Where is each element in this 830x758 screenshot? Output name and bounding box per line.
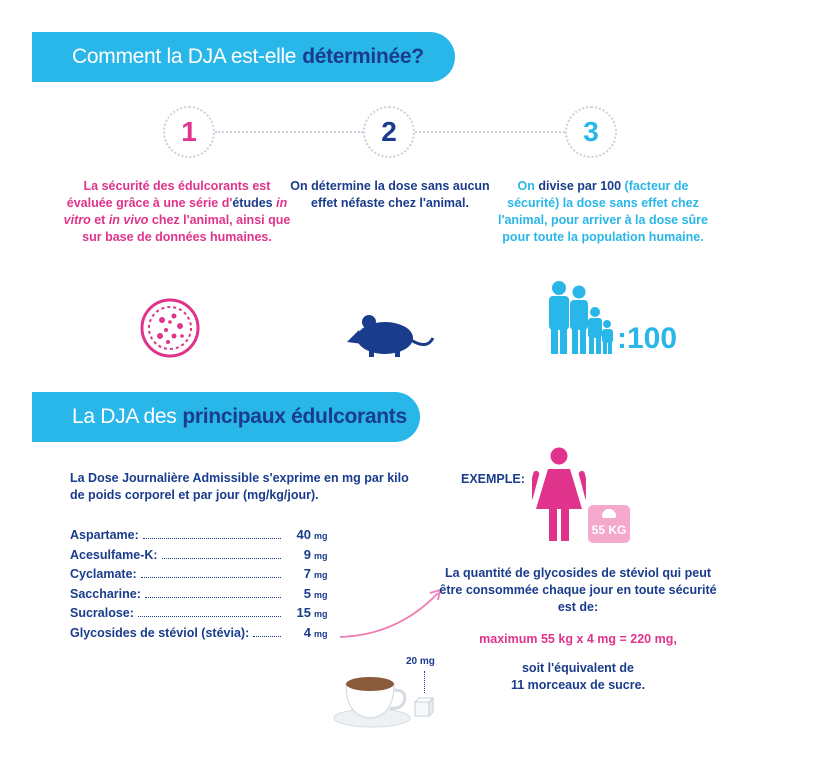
- scale-icon: [588, 505, 630, 543]
- step1-text-italic: in vitro: [63, 196, 288, 227]
- sweetener-unit: mg: [314, 570, 328, 580]
- result-text-part: soit l'équivalent de: [521, 661, 635, 675]
- adi-intro-text: La Dose Journalière Admissible s'exprime en mg par kilo de poids corporel et par jour (mg/kg/jour).: [70, 471, 409, 502]
- divide-by-100-label: :100: [617, 322, 678, 355]
- leader-dots: [138, 616, 281, 617]
- sweetener-name: Aspartame:: [70, 528, 139, 542]
- sweetener-name: Sucralose:: [70, 606, 134, 620]
- step2-text-highlight: dose sans aucun effet néfaste: [311, 179, 490, 210]
- step-number-3: 3: [565, 106, 617, 158]
- banner-title-part1: Comment la DJA est-elle: [72, 45, 297, 68]
- leader-dots: [143, 538, 281, 539]
- step2-text-part: chez l'animal.: [384, 196, 469, 210]
- result-text-part: .: [641, 678, 646, 692]
- result-text-1: [438, 565, 718, 616]
- sweetener-name: Acesulfame-K:: [70, 547, 158, 562]
- result-text-part: La quantité de glycosides de stéviol qui peut être: [439, 566, 712, 597]
- step1-text: [62, 178, 292, 246]
- step2-text: [290, 178, 490, 212]
- step1-text-italic: in vivo: [108, 213, 149, 227]
- sweetener-row: [70, 566, 332, 586]
- sweetener-name: Glycosides de stéviol (stévia):: [70, 625, 250, 640]
- section-banner-adi: [32, 392, 420, 442]
- result-text-highlight: consommée chaque jour en toute sécurité: [465, 583, 717, 597]
- leader-dots: [253, 636, 281, 637]
- result-text-part: maximum: [479, 632, 541, 646]
- cube-pointer-line: [424, 671, 425, 693]
- sweetener-value: 7: [303, 566, 311, 581]
- sweetener-unit: mg: [314, 628, 328, 639]
- step-connector: [415, 131, 565, 133]
- sweetener-list: [70, 527, 332, 644]
- sweetener-value: 4: [303, 624, 311, 640]
- banner-title-highlight: déterminée?: [302, 45, 424, 68]
- banner-title-part1: La DJA des: [72, 405, 177, 428]
- step1-text-part: La sécurité des édulcorants est évaluée grâce à une série d': [66, 179, 271, 210]
- step1-text-part: et: [90, 213, 109, 227]
- result-text-highlight: 11 morceaux de sucre: [510, 678, 642, 692]
- mouse-icon: [347, 310, 435, 358]
- sweetener-row: [70, 605, 332, 625]
- result-text-part: ,: [673, 632, 677, 646]
- step1-text-part: chez l'animal, ainsi que sur base de données humaines.: [82, 213, 291, 244]
- sweetener-name: Saccharine:: [70, 586, 141, 601]
- banner-title-highlight: principaux édulcorants: [182, 405, 407, 428]
- family-icon: [544, 280, 616, 356]
- sugar-cube-label: 20 mg: [406, 656, 435, 667]
- weight-label: 55 KG: [591, 523, 627, 537]
- step-number-1: 1: [163, 106, 215, 158]
- curved-arrow-icon: [338, 585, 450, 645]
- step3-text: [498, 178, 708, 246]
- step3-text-highlight: divise par 100: [538, 179, 622, 193]
- petri-dish-icon: [138, 296, 202, 360]
- sugar-cube-icon: [413, 696, 435, 718]
- sweetener-name: Cyclamate:: [70, 567, 137, 581]
- result-text-3: [438, 660, 718, 694]
- sweetener-value: 40: [296, 527, 311, 542]
- sweetener-row: [70, 586, 332, 606]
- sweetener-unit: mg: [314, 589, 328, 600]
- sweetener-unit: mg: [314, 531, 328, 541]
- leader-dots: [141, 577, 281, 578]
- sweetener-row: [70, 527, 332, 547]
- result-text-highlight: 55 kg x 4 mg = 220 mg: [540, 632, 674, 646]
- step-number-2: 2: [363, 106, 415, 158]
- sweetener-row: [70, 547, 332, 567]
- sweetener-value: 9: [303, 546, 311, 562]
- sweetener-unit: mg: [314, 550, 328, 561]
- coffee-cup-icon: [332, 668, 416, 730]
- scale-dial: [602, 509, 616, 518]
- example-label: EXEMPLE:: [461, 472, 525, 486]
- step2-text-part: On détermine la: [290, 179, 389, 193]
- result-text-2: [438, 631, 718, 648]
- sweetener-value: 5: [303, 585, 311, 601]
- sweetener-row: [70, 625, 332, 645]
- step3-text-part: (facteur de sécurité) la dose sans effet chez l'animal, pour arriver à la dose sûre pour toute la population humaine.: [498, 179, 709, 244]
- woman-icon: [532, 447, 586, 543]
- leader-dots: [145, 597, 281, 598]
- sweetener-unit: mg: [314, 609, 328, 619]
- step3-text-part: On: [517, 179, 539, 193]
- leader-dots: [162, 558, 281, 559]
- step-connector: [215, 131, 363, 133]
- section-banner-determination: [32, 32, 455, 82]
- result-text-part: est de:: [557, 600, 599, 614]
- sweetener-value: 15: [296, 605, 311, 620]
- step1-text-highlight: études: [232, 196, 273, 210]
